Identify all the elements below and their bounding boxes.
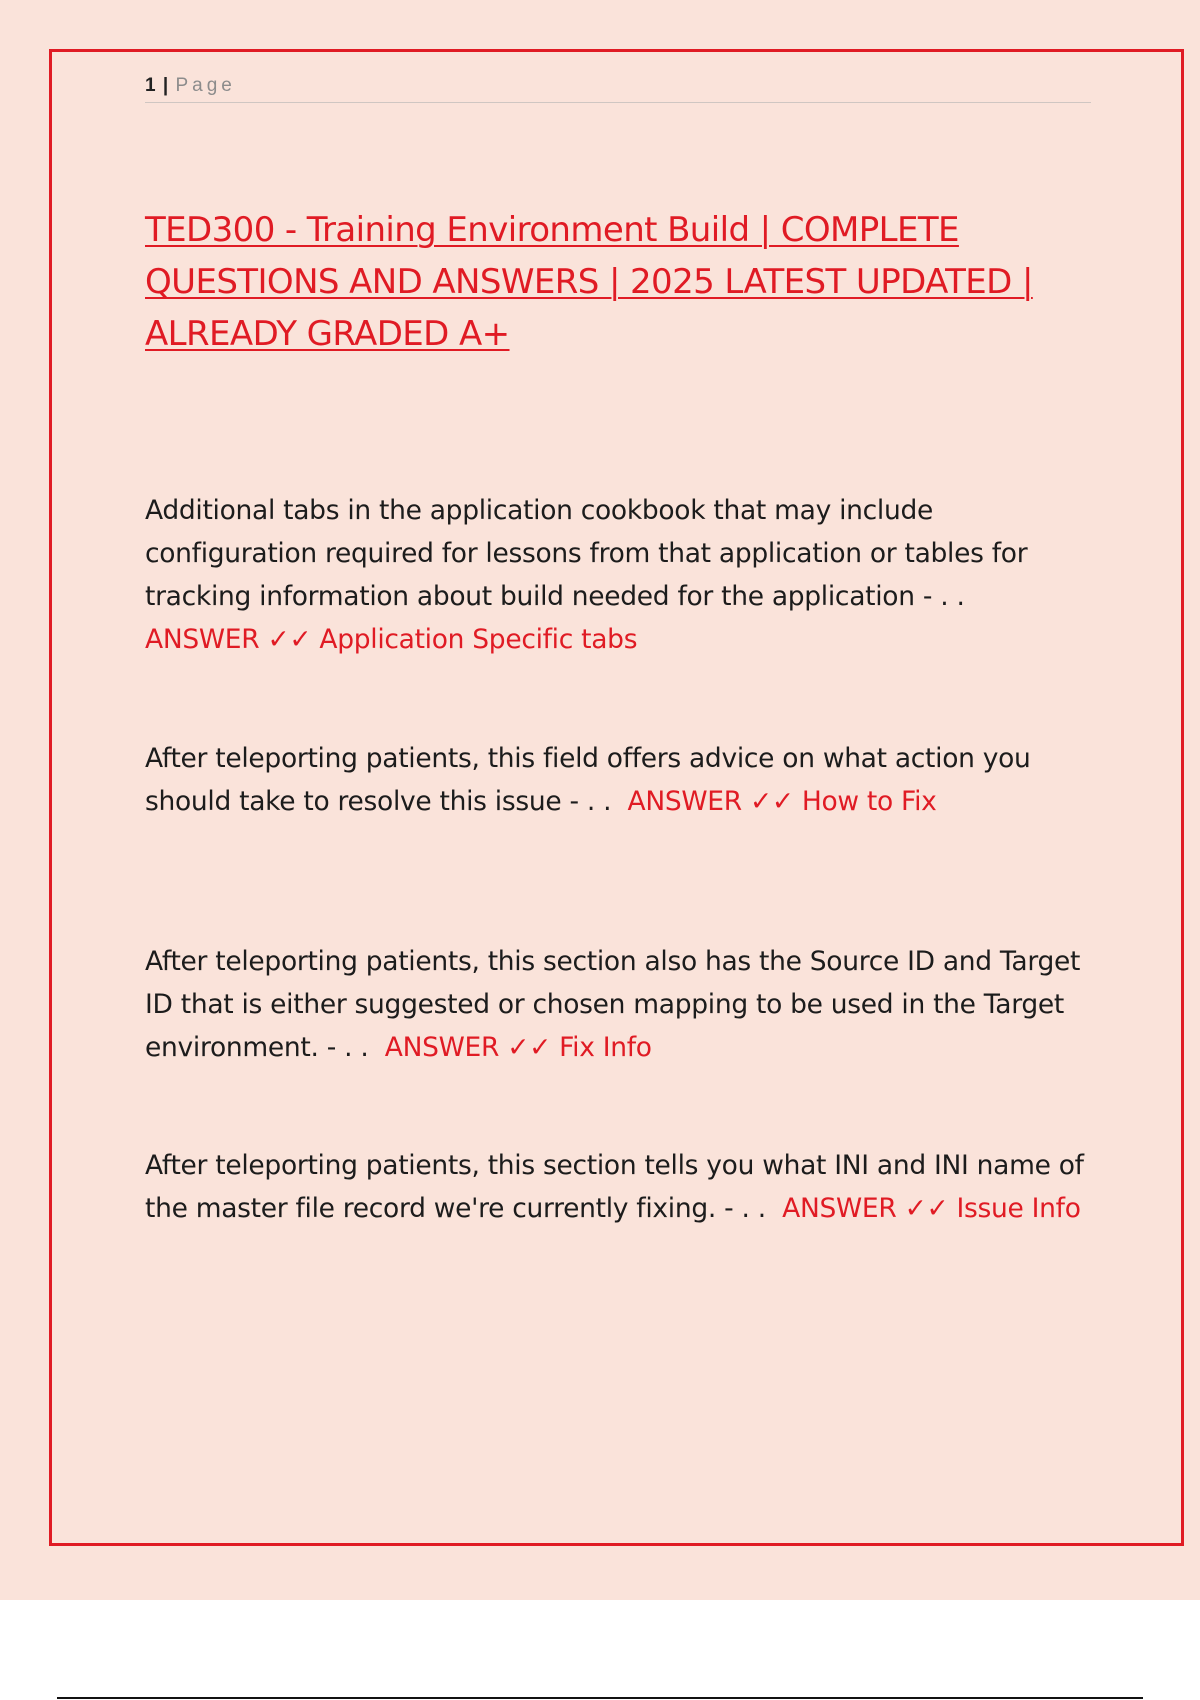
question-text: After teleporting patients, this section tells you what INI and INI name of the master file record we're currently fixing. - . .	[145, 1150, 1084, 1224]
page-label: Page	[175, 75, 236, 96]
answer-text: ANSWER ✓✓ Issue Info	[782, 1193, 1081, 1224]
answer-text: ANSWER ✓✓ How to Fix	[627, 786, 937, 817]
question-text: After teleporting patients, this section also has the Source ID and Target ID that is either suggested or chosen mapping to be used in the Target environment. - . .	[145, 946, 1081, 1063]
qa-item	[145, 1144, 1095, 1230]
footer-divider	[57, 1697, 1143, 1699]
page-number: 1	[145, 75, 156, 96]
answer-text: ANSWER ✓✓ Application Specific tabs	[145, 624, 638, 655]
page-separator: |	[162, 75, 169, 96]
page-header	[145, 74, 1091, 103]
question-text: After teleporting patients, this field offers advice on what action you should take to resolve this issue - . .	[145, 743, 1031, 817]
document-title: TED300 - Training Environment Build | COMPLETE QUESTIONS AND ANSWERS | 2025 LATEST UPDATED | ALREADY GRADED A+	[145, 210, 1033, 354]
qa-item	[145, 940, 1095, 1069]
answer-text: ANSWER ✓✓ Fix Info	[384, 1032, 652, 1063]
qa-item	[145, 737, 1095, 823]
question-text: Additional tabs in the application cookbook that may include configuration required for lessons from that application or tables for tracking information about build needed for the application - . .	[145, 495, 1028, 612]
qa-item	[145, 489, 1095, 661]
